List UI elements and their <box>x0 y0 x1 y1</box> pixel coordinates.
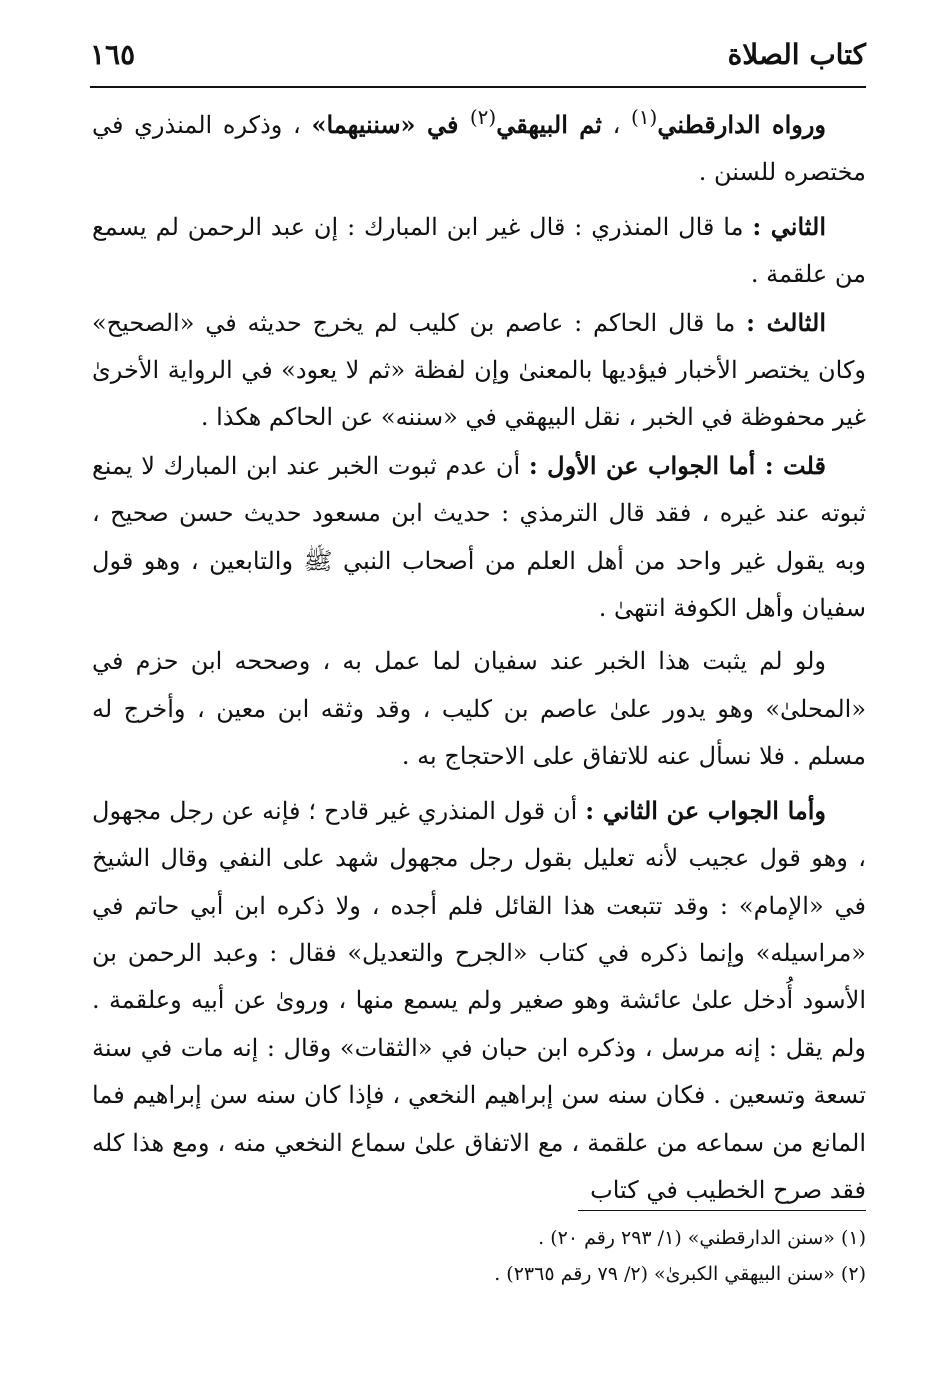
text-span: ولو لم يثبت هذا الخبر عند سفيان لما عمل به ، وصححه ابن حزم في «المحلىٰ» وهو يدور علىٰ عاصم بن كليب ، وقد وثقه ابن معين ، وأخرج له مسلم . فلا نسأل عنه للاتفاق على الاحتجاج به . <box>92 647 866 771</box>
paragraph-3 <box>92 299 866 442</box>
footnote-ref-2[interactable]: (٢) <box>469 105 497 129</box>
bold-lead: ورواه الدارقطني <box>657 110 827 139</box>
bold-lead: قلت : أما الجواب عن الأول : <box>528 450 827 480</box>
footnote-2: (٢) «سنن البيهقي الكبرىٰ» (٢/ ٧٩ رقم ٢٣٦٥) . <box>494 1263 866 1285</box>
text-span: ما قال المنذري : قال غير ابن المبارك : إن عبد الرحمن لم يسمع من علقمة . <box>92 212 866 289</box>
page-header <box>90 34 866 84</box>
paragraph-1 <box>92 94 866 197</box>
footnote-ref-1[interactable]: (١) <box>630 105 658 129</box>
main-text <box>92 94 866 1214</box>
footnote-1: (١) «سنن الدارقطني» (١/ ٢٩٣ رقم ٢٠) . <box>538 1227 866 1249</box>
running-title: كتاب الصلاة <box>727 38 866 71</box>
footnotes <box>92 1220 866 1292</box>
paragraph-2 <box>92 203 866 299</box>
bold-lead: الثالث : <box>746 307 826 337</box>
bold-tail: في «سننيهما» <box>311 110 470 139</box>
bold-mid: ثم البيهقي <box>496 110 602 139</box>
footnote-separator <box>578 1210 866 1211</box>
paragraph-6 <box>92 787 866 1215</box>
text-span: ما قال الحاكم : عاصم بن كليب لم يخرج حديثه في «الصحيح» وكان يختصر الأخبار فيؤديها بالمعنىٰ وإن لفظة «ثم لا يعود» في الرواية الأخرىٰ غير محفوظة في الخبر ، نقل البيهقي في «سننه» عن الحاكم هكذا . <box>92 308 866 432</box>
text-span: ، <box>601 111 631 139</box>
header-rule <box>90 86 866 88</box>
text-span: ، وذكره المنذري في مختصره للسنن . <box>92 111 866 187</box>
page-number: ١٦٥ <box>90 38 136 71</box>
text-span: أن قول المنذري غير قادح ؛ فإنه عن رجل مجهول ، وهو قول عجيب لأنه تعليل بقول رجل مجهول شهد على النفي وقال الشيخ في «الإمام» : وقد تتبعت هذا القائل فلم أجده ، ولا ذكره ابن أبي حاتم في «مراسيله» وإنما ذكره في كتاب «الجرح والتعديل» فقال : وعبد الرحمن بن الأسود أُدخل علىٰ عائشة وهو صغير ولم يسمع منها ، وروىٰ عن أبيه وعلقمة . ولم يقل : إنه مرسل ، وذكره ابن حبان في «الثقات» وقال : إنه مات في سنة تسعة وتسعين . فكان سنه سن إبراهيم النخعي ، فإذا كان سنه سن إبراهيم فما المانع من سماعه من علقمة ، مع الاتفاق علىٰ سماع النخعي منه ، ومع هذا كله فقد صرح الخطيب في كتاب <box>92 796 866 1204</box>
text-span: أن عدم ثبوت الخبر عند ابن المبارك لا يمنع ثبوته عند غيره ، فقد قال الترمذي : حديث ابن مسعود حديث حسن صحيح ، وبه يقول غير واحد من أهل العلم من أصحاب النبي ﷺ والتابعين ، وهو قول سفيان وأهل الكوفة انتهىٰ . <box>92 451 866 623</box>
bold-lead: وأما الجواب عن الثاني : <box>585 795 827 825</box>
paragraph-5 <box>92 638 866 780</box>
paragraph-4 <box>92 442 866 633</box>
bold-lead: الثاني : <box>752 211 826 241</box>
